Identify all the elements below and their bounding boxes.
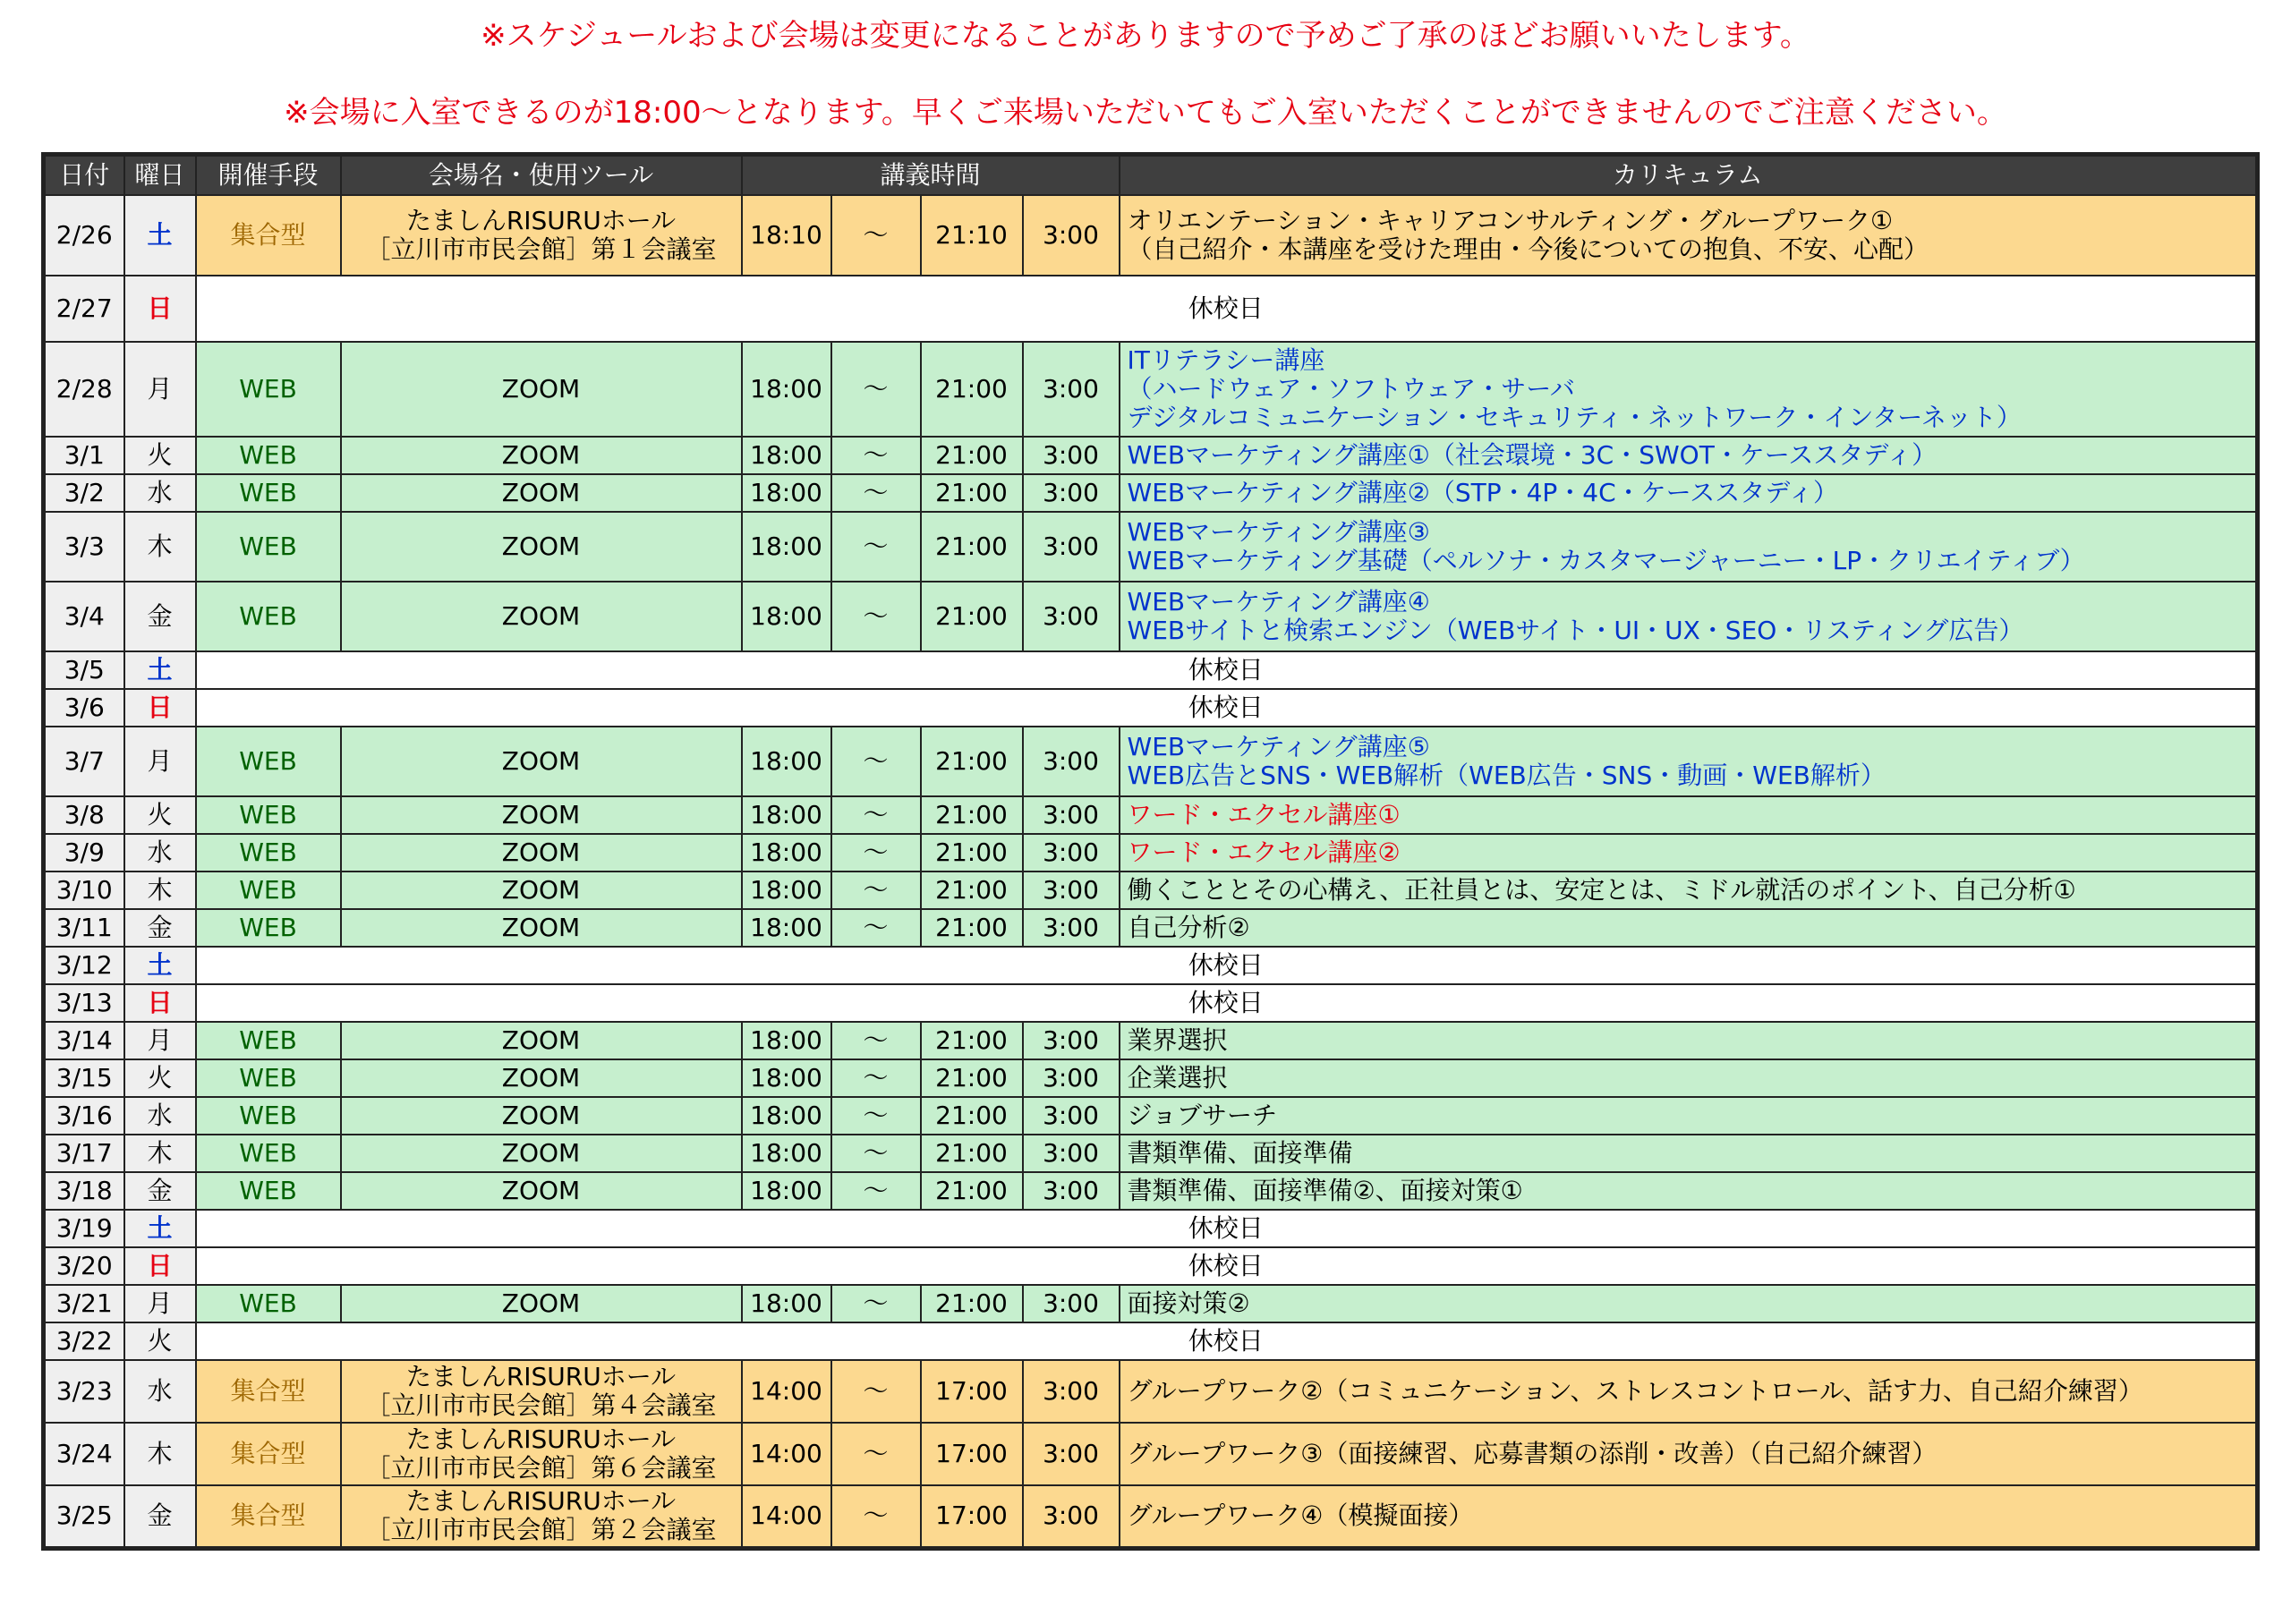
text-line: WEBサイトと検索エンジン（WEBサイト・UI・UX・SEO・リスティング広告） (1127, 616, 2024, 645)
end-time-cell: 21:00 (921, 1135, 1023, 1172)
holiday-cell: 休校日 (196, 689, 2258, 727)
end-time-cell: 21:00 (921, 727, 1023, 796)
holiday-cell: 休校日 (196, 651, 2258, 689)
venue-cell (341, 872, 742, 909)
start-time-cell: 18:00 (742, 1059, 831, 1097)
end-time-cell: 21:00 (921, 1059, 1023, 1097)
start-time-cell: 18:00 (742, 727, 831, 796)
day-of-week-cell: 月 (124, 1285, 196, 1322)
method-cell: WEB (196, 909, 341, 947)
end-time-cell: 21:00 (921, 834, 1023, 872)
text-line: たましんRISURUホール (405, 1424, 677, 1454)
day-of-week-cell: 日 (124, 1247, 196, 1285)
text-line: WEBマーケティング基礎（ペルソナ・カスタマージャーニー・LP・クリエイティブ） (1127, 546, 2085, 575)
curriculum-cell (1120, 1172, 2258, 1210)
text-line: WEBマーケティング講座⑤ (1127, 732, 1430, 761)
text-line: ワード・エクセル講座① (1127, 800, 1401, 829)
date-cell: 2/26 (44, 195, 124, 276)
duration-cell: 3:00 (1023, 1485, 1120, 1548)
table-row (44, 276, 2258, 342)
date-cell: 3/10 (44, 872, 124, 909)
venue-cell (341, 727, 742, 796)
table-row (44, 1135, 2258, 1172)
venue-cell (341, 834, 742, 872)
table-row (44, 651, 2258, 689)
end-time-cell: 17:00 (921, 1360, 1023, 1423)
curriculum-cell (1120, 909, 2258, 947)
text-line: 面接対策② (1127, 1288, 1250, 1318)
curriculum-cell (1120, 1485, 2258, 1548)
text-line: ZOOM (501, 1138, 581, 1168)
text-line: WEBマーケティング講座③ (1127, 517, 1430, 547)
text-line: ZOOM (501, 440, 581, 470)
method-cell: WEB (196, 1135, 341, 1172)
duration-cell: 3:00 (1023, 834, 1120, 872)
day-of-week-cell: 水 (124, 1097, 196, 1135)
venue-cell (341, 909, 742, 947)
duration-cell: 3:00 (1023, 437, 1120, 474)
text-line: 企業選択 (1127, 1063, 1228, 1093)
day-of-week-cell: 月 (124, 1022, 196, 1059)
table-row (44, 1322, 2258, 1360)
text-line: たましんRISURUホール (405, 206, 677, 235)
curriculum-cell (1120, 796, 2258, 834)
duration-cell: 3:00 (1023, 727, 1120, 796)
text-line: ZOOM (501, 1063, 581, 1093)
venue-cell (341, 1097, 742, 1135)
start-time-cell: 14:00 (742, 1360, 831, 1423)
day-of-week-cell: 金 (124, 1485, 196, 1548)
text-line: 業界選択 (1127, 1025, 1228, 1055)
date-cell: 3/23 (44, 1360, 124, 1423)
date-cell: 3/18 (44, 1172, 124, 1210)
curriculum-cell (1120, 582, 2258, 651)
start-time-cell: 18:00 (742, 582, 831, 651)
method-cell: 集合型 (196, 1485, 341, 1548)
end-time-cell: 21:00 (921, 342, 1023, 437)
end-time-cell: 21:00 (921, 1097, 1023, 1135)
end-time-cell: 21:00 (921, 582, 1023, 651)
curriculum-cell (1120, 1285, 2258, 1322)
time-separator-cell: ～ (831, 512, 921, 582)
text-line: グループワーク④（模擬面接） (1127, 1501, 1474, 1531)
time-separator-cell: ～ (831, 1135, 921, 1172)
method-cell: WEB (196, 1022, 341, 1059)
time-separator-cell: ～ (831, 582, 921, 651)
holiday-cell: 休校日 (196, 1210, 2258, 1247)
text-line: WEBマーケティング講座④ (1127, 587, 1430, 616)
table-row (44, 1210, 2258, 1247)
text-line: ZOOM (501, 1288, 581, 1318)
time-separator-cell: ～ (831, 834, 921, 872)
text-line: WEBマーケティング講座①（社会環境・3C・SWOT・ケーススタディ） (1127, 440, 1938, 470)
method-cell: WEB (196, 1172, 341, 1210)
date-cell: 3/21 (44, 1285, 124, 1322)
venue-cell (341, 195, 742, 276)
table-row (44, 1285, 2258, 1322)
text-line: ワード・エクセル講座② (1127, 838, 1401, 867)
duration-cell: 3:00 (1023, 909, 1120, 947)
date-cell: 3/1 (44, 437, 124, 474)
day-of-week-cell: 土 (124, 1210, 196, 1247)
table-row (44, 342, 2258, 437)
text-line: グループワーク②（コミュニケーション、ストレスコントロール、話す力、自己紹介練習） (1127, 1376, 2143, 1406)
day-of-week-cell: 木 (124, 512, 196, 582)
text-line: ZOOM (501, 1101, 581, 1130)
holiday-cell: 休校日 (196, 984, 2258, 1022)
text-line: ZOOM (501, 601, 581, 631)
table-row (44, 1485, 2258, 1548)
table-row (44, 1423, 2258, 1485)
start-time-cell: 18:00 (742, 872, 831, 909)
text-line: WEBマーケティング講座②（STP・4P・4C・ケーススタディ） (1127, 478, 1839, 507)
end-time-cell: 21:00 (921, 1172, 1023, 1210)
table-row (44, 1059, 2258, 1097)
venue-cell (341, 1022, 742, 1059)
venue-cell (341, 1059, 742, 1097)
day-of-week-cell: 日 (124, 984, 196, 1022)
text-line: ［立川市市民会館］第４会議室 (365, 1390, 717, 1420)
method-cell: WEB (196, 512, 341, 582)
text-line: グループワーク③（面接練習、応募書類の添削・改善）（自己紹介練習） (1127, 1439, 1938, 1468)
venue-cell (341, 342, 742, 437)
table-row (44, 1022, 2258, 1059)
table-row (44, 689, 2258, 727)
text-line: ［立川市市民会館］第２会議室 (365, 1515, 717, 1545)
text-line: ZOOM (501, 478, 581, 507)
date-cell: 3/22 (44, 1322, 124, 1360)
method-cell: WEB (196, 796, 341, 834)
day-of-week-cell: 月 (124, 342, 196, 437)
date-cell: 3/8 (44, 796, 124, 834)
date-cell: 3/6 (44, 689, 124, 727)
day-of-week-cell: 水 (124, 474, 196, 512)
start-time-cell: 18:00 (742, 1135, 831, 1172)
table-row (44, 727, 2258, 796)
time-separator-cell: ～ (831, 1059, 921, 1097)
header-time: 講義時間 (742, 155, 1120, 196)
table-row (44, 872, 2258, 909)
day-of-week-cell: 水 (124, 1360, 196, 1423)
table-row (44, 1172, 2258, 1210)
venue-cell (341, 512, 742, 582)
duration-cell: 3:00 (1023, 1285, 1120, 1322)
table-row (44, 512, 2258, 582)
curriculum-cell (1120, 1097, 2258, 1135)
date-cell: 3/7 (44, 727, 124, 796)
table-row (44, 437, 2258, 474)
venue-cell (341, 1360, 742, 1423)
date-cell: 2/28 (44, 342, 124, 437)
text-line: 書類準備、面接準備 (1127, 1138, 1353, 1168)
curriculum-cell (1120, 834, 2258, 872)
time-separator-cell: ～ (831, 342, 921, 437)
venue-cell (341, 582, 742, 651)
curriculum-cell (1120, 474, 2258, 512)
text-line: 働くこととその心構え、正社員とは、安定とは、ミドル就活のポイント、自己分析① (1127, 875, 2076, 905)
date-cell: 3/17 (44, 1135, 124, 1172)
date-cell: 3/24 (44, 1423, 124, 1485)
table-row (44, 984, 2258, 1022)
text-line: ZOOM (501, 531, 581, 561)
method-cell: WEB (196, 834, 341, 872)
table-row (44, 796, 2258, 834)
duration-cell: 3:00 (1023, 342, 1120, 437)
table-row (44, 582, 2258, 651)
table-row (44, 474, 2258, 512)
date-cell: 3/4 (44, 582, 124, 651)
duration-cell: 3:00 (1023, 1135, 1120, 1172)
time-separator-cell: ～ (831, 437, 921, 474)
date-cell: 3/19 (44, 1210, 124, 1247)
start-time-cell: 14:00 (742, 1485, 831, 1548)
start-time-cell: 18:00 (742, 342, 831, 437)
date-cell: 3/16 (44, 1097, 124, 1135)
time-separator-cell: ～ (831, 1097, 921, 1135)
date-cell: 3/20 (44, 1247, 124, 1285)
table-row (44, 1247, 2258, 1285)
text-line: たましんRISURUホール (405, 1362, 677, 1391)
start-time-cell: 18:00 (742, 1285, 831, 1322)
header-date: 日付 (44, 155, 124, 196)
date-cell: 3/14 (44, 1022, 124, 1059)
start-time-cell: 18:00 (742, 474, 831, 512)
duration-cell: 3:00 (1023, 796, 1120, 834)
text-line: ZOOM (501, 838, 581, 867)
method-cell: WEB (196, 582, 341, 651)
day-of-week-cell: 金 (124, 1172, 196, 1210)
end-time-cell: 21:00 (921, 512, 1023, 582)
duration-cell: 3:00 (1023, 474, 1120, 512)
text-line: 書類準備、面接準備②、面接対策① (1127, 1176, 1523, 1205)
curriculum-cell (1120, 512, 2258, 582)
start-time-cell: 18:10 (742, 195, 831, 276)
day-of-week-cell: 火 (124, 796, 196, 834)
duration-cell: 3:00 (1023, 872, 1120, 909)
date-cell: 3/15 (44, 1059, 124, 1097)
start-time-cell: 18:00 (742, 1097, 831, 1135)
time-separator-cell: ～ (831, 872, 921, 909)
table-row (44, 1360, 2258, 1423)
text-line: ［立川市市民会館］第１会議室 (365, 234, 717, 264)
day-of-week-cell: 火 (124, 437, 196, 474)
start-time-cell: 18:00 (742, 1172, 831, 1210)
venue-cell (341, 1172, 742, 1210)
day-of-week-cell: 土 (124, 651, 196, 689)
curriculum-cell (1120, 872, 2258, 909)
duration-cell: 3:00 (1023, 1022, 1120, 1059)
method-cell: WEB (196, 437, 341, 474)
day-of-week-cell: 土 (124, 195, 196, 276)
text-line: 自己分析② (1127, 913, 1250, 942)
time-separator-cell: ～ (831, 1360, 921, 1423)
day-of-week-cell: 日 (124, 276, 196, 342)
method-cell: 集合型 (196, 1423, 341, 1485)
text-line: ジョブサーチ (1127, 1101, 1277, 1130)
time-separator-cell: ～ (831, 909, 921, 947)
notice-entry-time: ※会場に入室できるのが18:00～となります。早くご来場いただいてもご入室いただくことができませんのでご注意ください。 (284, 95, 2007, 131)
method-cell: WEB (196, 1285, 341, 1322)
curriculum-cell (1120, 1360, 2258, 1423)
curriculum-cell (1120, 437, 2258, 474)
venue-cell (341, 1135, 742, 1172)
end-time-cell: 17:00 (921, 1423, 1023, 1485)
header-venue: 会場名・使用ツール (341, 155, 742, 196)
date-cell: 3/25 (44, 1485, 124, 1548)
text-line: ZOOM (501, 1025, 581, 1055)
time-separator-cell: ～ (831, 1423, 921, 1485)
notice-schedule-change: ※スケジュールおよび会場は変更になることがありますので予めご了承のほどお願いいたします。 (481, 18, 1810, 54)
end-time-cell: 21:00 (921, 437, 1023, 474)
text-line: たましんRISURUホール (405, 1486, 677, 1517)
text-line: ZOOM (501, 374, 581, 404)
text-line: （ハードウェア・ソフトウェア・サーバ (1127, 374, 1575, 404)
method-cell: WEB (196, 474, 341, 512)
text-line: （自己紹介・本講座を受けた理由・今後についての抱負、不安、心配） (1127, 234, 1929, 264)
day-of-week-cell: 木 (124, 1423, 196, 1485)
header-dow: 曜日 (124, 155, 196, 196)
header-row (44, 155, 2258, 196)
start-time-cell: 18:00 (742, 1022, 831, 1059)
text-line: ZOOM (501, 875, 581, 905)
date-cell: 3/2 (44, 474, 124, 512)
method-cell: WEB (196, 872, 341, 909)
text-line: WEB広告とSNS・WEB解析（WEB広告・SNS・動画・WEB解析） (1127, 761, 1886, 790)
duration-cell: 3:00 (1023, 512, 1120, 582)
venue-cell (341, 796, 742, 834)
curriculum-cell (1120, 1022, 2258, 1059)
time-separator-cell: ～ (831, 195, 921, 276)
end-time-cell: 21:10 (921, 195, 1023, 276)
method-cell: 集合型 (196, 195, 341, 276)
table-row (44, 909, 2258, 947)
table-row (44, 195, 2258, 276)
holiday-cell: 休校日 (196, 276, 2258, 342)
time-separator-cell: ～ (831, 727, 921, 796)
duration-cell: 3:00 (1023, 1172, 1120, 1210)
date-cell: 3/9 (44, 834, 124, 872)
end-time-cell: 21:00 (921, 1285, 1023, 1322)
text-line: ITリテラシー講座 (1127, 345, 1325, 375)
time-separator-cell: ～ (831, 1022, 921, 1059)
venue-cell (341, 437, 742, 474)
text-line: ZOOM (501, 800, 581, 829)
duration-cell: 3:00 (1023, 1360, 1120, 1423)
end-time-cell: 17:00 (921, 1485, 1023, 1548)
schedule-body (44, 195, 2258, 1548)
start-time-cell: 18:00 (742, 834, 831, 872)
method-cell: WEB (196, 1059, 341, 1097)
header-method: 開催手段 (196, 155, 341, 196)
method-cell: WEB (196, 342, 341, 437)
table-row (44, 1097, 2258, 1135)
time-separator-cell: ～ (831, 474, 921, 512)
duration-cell: 3:00 (1023, 1097, 1120, 1135)
venue-cell (341, 1423, 742, 1485)
date-cell: 3/12 (44, 947, 124, 984)
day-of-week-cell: 火 (124, 1059, 196, 1097)
day-of-week-cell: 水 (124, 834, 196, 872)
table-row (44, 834, 2258, 872)
end-time-cell: 21:00 (921, 872, 1023, 909)
curriculum-cell (1120, 727, 2258, 796)
start-time-cell: 18:00 (742, 909, 831, 947)
day-of-week-cell: 火 (124, 1322, 196, 1360)
venue-cell (341, 474, 742, 512)
method-cell: WEB (196, 727, 341, 796)
time-separator-cell: ～ (831, 1285, 921, 1322)
time-separator-cell: ～ (831, 796, 921, 834)
holiday-cell: 休校日 (196, 1322, 2258, 1360)
curriculum-cell (1120, 342, 2258, 437)
time-separator-cell: ～ (831, 1172, 921, 1210)
start-time-cell: 18:00 (742, 512, 831, 582)
day-of-week-cell: 金 (124, 582, 196, 651)
text-line: デジタルコミュニケーション・セキュリティ・ネットワーク・インターネット） (1127, 403, 2022, 432)
text-line: オリエンテーション・キャリアコンサルティング・グループワーク① (1127, 206, 1894, 235)
holiday-cell: 休校日 (196, 1247, 2258, 1285)
duration-cell: 3:00 (1023, 582, 1120, 651)
curriculum-cell (1120, 195, 2258, 276)
duration-cell: 3:00 (1023, 195, 1120, 276)
day-of-week-cell: 月 (124, 727, 196, 796)
text-line: ZOOM (501, 1176, 581, 1205)
start-time-cell: 18:00 (742, 796, 831, 834)
day-of-week-cell: 土 (124, 947, 196, 984)
method-cell: WEB (196, 1097, 341, 1135)
method-cell: 集合型 (196, 1360, 341, 1423)
day-of-week-cell: 木 (124, 872, 196, 909)
day-of-week-cell: 日 (124, 689, 196, 727)
end-time-cell: 21:00 (921, 909, 1023, 947)
date-cell: 3/11 (44, 909, 124, 947)
start-time-cell: 14:00 (742, 1423, 831, 1485)
date-cell: 3/5 (44, 651, 124, 689)
time-separator-cell: ～ (831, 1485, 921, 1548)
text-line: ［立川市市民会館］第６会議室 (365, 1453, 717, 1483)
end-time-cell: 21:00 (921, 474, 1023, 512)
header-curriculum: カリキュラム (1120, 155, 2258, 196)
table-row (44, 947, 2258, 984)
venue-cell (341, 1285, 742, 1322)
day-of-week-cell: 金 (124, 909, 196, 947)
date-cell: 3/13 (44, 984, 124, 1022)
venue-cell (341, 1485, 742, 1548)
date-cell: 3/3 (44, 512, 124, 582)
holiday-cell: 休校日 (196, 947, 2258, 984)
duration-cell: 3:00 (1023, 1059, 1120, 1097)
curriculum-cell (1120, 1135, 2258, 1172)
curriculum-cell (1120, 1423, 2258, 1485)
schedule-table (41, 152, 2260, 1551)
date-cell: 2/27 (44, 276, 124, 342)
curriculum-cell (1120, 1059, 2258, 1097)
duration-cell: 3:00 (1023, 1423, 1120, 1485)
end-time-cell: 21:00 (921, 1022, 1023, 1059)
start-time-cell: 18:00 (742, 437, 831, 474)
text-line: ZOOM (501, 913, 581, 942)
day-of-week-cell: 木 (124, 1135, 196, 1172)
text-line: ZOOM (501, 746, 581, 776)
end-time-cell: 21:00 (921, 796, 1023, 834)
